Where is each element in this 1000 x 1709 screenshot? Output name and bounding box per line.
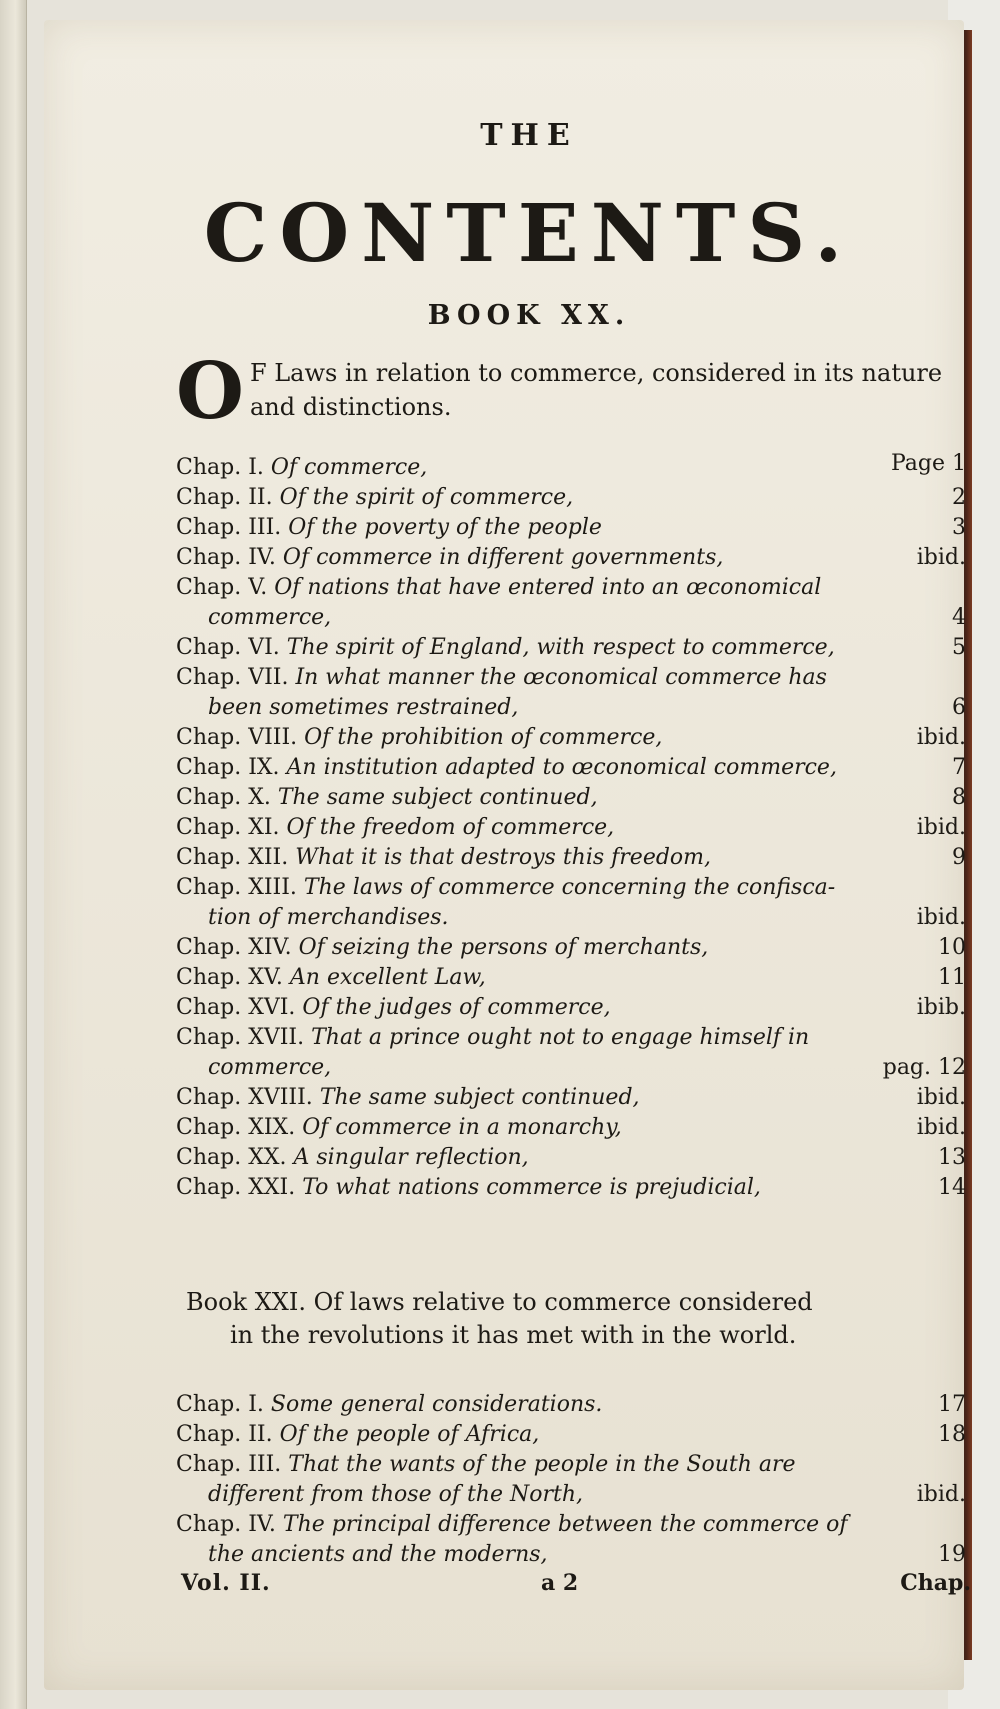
toc-entry-line	[176, 1143, 966, 1173]
page-number: 3	[952, 515, 966, 540]
page-number: 19	[938, 1542, 966, 1567]
chapter-number: Chap. XVIII.	[176, 1085, 313, 1110]
toc-entry-line	[176, 723, 966, 753]
toc-entry	[176, 963, 966, 993]
toc-entry	[176, 633, 966, 663]
toc-entry-line	[176, 993, 966, 1023]
toc-entry	[176, 1510, 966, 1570]
chapter-title: An institution adapted to œconomical commerce,	[286, 755, 837, 780]
chapter-number: Chap. III.	[176, 1452, 282, 1477]
page-title: CONTENTS.	[203, 186, 855, 280]
chapter-title-continued: the ancients and the moderns,	[208, 1542, 548, 1567]
chapter-title-continued: different from those of the North,	[208, 1482, 583, 1507]
book21-chapter-list	[176, 1390, 966, 1570]
catchword: Chap.	[900, 1570, 971, 1596]
toc-entry	[176, 453, 966, 483]
chapter-number: Chap. I.	[176, 455, 264, 480]
chapter-title: The spirit of England, with respect to commerce,	[286, 635, 835, 660]
page-number: 2	[952, 485, 966, 510]
toc-entry	[176, 723, 966, 753]
toc-entry-line	[176, 783, 966, 813]
toc-entry	[176, 1390, 966, 1420]
chapter-title: Some general considerations.	[270, 1392, 603, 1417]
chapter-number: Chap. XIII.	[176, 875, 297, 900]
chapter-number: Chap. XIX.	[176, 1115, 296, 1140]
toc-entry	[176, 1420, 966, 1450]
page-number: Page 1	[890, 451, 966, 476]
toc-entry-line	[176, 963, 966, 993]
chapter-title: The same subject continued,	[319, 1085, 640, 1110]
chapter-number: Chap. XXI.	[176, 1175, 296, 1200]
chapter-title: Of the poverty of the people	[288, 515, 602, 540]
chapter-title: An excellent Law,	[289, 965, 486, 990]
toc-entry-line	[176, 1113, 966, 1143]
toc-entry	[176, 513, 966, 543]
chapter-number: Chap. IX.	[176, 755, 280, 780]
toc-entry	[176, 783, 966, 813]
toc-entry	[176, 1143, 966, 1173]
page-number: 13	[938, 1145, 966, 1170]
toc-entry	[176, 543, 966, 573]
chapter-title-continued: commerce,	[208, 1055, 332, 1080]
page-number: 14	[938, 1175, 966, 1200]
chapter-title: To what nations commerce is prejudicial,	[302, 1175, 761, 1200]
toc-entry-line	[176, 483, 966, 513]
chapter-title: Of seizing the persons of merchants,	[298, 935, 709, 960]
toc-entry-line	[176, 1173, 966, 1203]
chapter-number: Chap. XV.	[176, 965, 283, 990]
book-intro	[176, 346, 966, 437]
toc-entry	[176, 993, 966, 1023]
page-number: ibid.	[916, 1115, 966, 1140]
chapter-number: Chap. II.	[176, 485, 273, 510]
chapter-title-continued: tion of merchandises.	[208, 905, 449, 930]
page-number: 6	[952, 695, 966, 720]
volume-label: Vol. II.	[181, 1570, 271, 1596]
chapter-title: Of the people of Africa,	[279, 1422, 540, 1447]
toc-entry-line	[176, 1510, 966, 1540]
header-the: THE	[480, 118, 578, 153]
toc-entry	[176, 1113, 966, 1143]
toc-entry	[176, 1173, 966, 1203]
chapter-title: Of the judges of commerce,	[302, 995, 611, 1020]
toc-entry	[176, 1083, 966, 1113]
page-number: 18	[938, 1422, 966, 1447]
page-number: 5	[952, 635, 966, 660]
page-number: 7	[952, 755, 966, 780]
toc-entry	[176, 933, 966, 963]
chapter-number: Chap. VIII.	[176, 725, 298, 750]
chapter-number: Chap. VII.	[176, 665, 289, 690]
page-number: 4	[952, 605, 966, 630]
toc-entry-line	[176, 1023, 966, 1053]
page-number: ibid.	[916, 815, 966, 840]
toc-entry-line	[176, 1390, 966, 1420]
chapter-number: Chap. IV.	[176, 1512, 276, 1537]
toc-entry	[176, 483, 966, 513]
toc-entry	[176, 1450, 966, 1510]
toc-entry-line	[176, 663, 966, 693]
page-number: pag. 12	[882, 1055, 966, 1080]
chapter-number: Chap. X.	[176, 785, 271, 810]
chapter-title-continued: commerce,	[208, 605, 332, 630]
toc-entry-line	[176, 543, 966, 573]
chapter-title: The principal difference between the commerce of	[282, 1512, 848, 1537]
toc-entry	[176, 873, 966, 933]
page-number: ibid.	[916, 545, 966, 570]
chapter-number: Chap. III.	[176, 515, 282, 540]
toc-entry-line	[176, 813, 966, 843]
chapter-title: That a prince ought not to engage himself in	[311, 1025, 810, 1050]
book21-heading	[186, 1286, 966, 1352]
book-heading: BOOK XX.	[427, 300, 631, 331]
chapter-title: The same subject continued,	[277, 785, 598, 810]
book20-chapter-list	[176, 453, 966, 1203]
chapter-number: Chap. I.	[176, 1392, 264, 1417]
chapter-title: That the wants of the people in the South are	[288, 1452, 796, 1477]
chapter-number: Chap. V.	[176, 575, 268, 600]
chapter-number: Chap. II.	[176, 1422, 273, 1447]
intro-text: F Laws in relation to commerce, considered in its nature and distinctions.	[249, 359, 943, 421]
page-number: 11	[938, 965, 966, 990]
chapter-title: Of commerce,	[270, 455, 428, 480]
book21-heading-line1: Book XXI. Of laws relative to commerce considered	[186, 1288, 813, 1316]
facing-page-edge	[0, 0, 27, 1709]
page-number: ibib.	[916, 995, 966, 1020]
toc-entry-line	[176, 873, 966, 903]
chapter-number: Chap. XX.	[176, 1145, 287, 1170]
chapter-title: Of the prohibition of commerce,	[304, 725, 663, 750]
page-footer	[181, 1570, 971, 1604]
chapter-number: Chap. XIV.	[176, 935, 292, 960]
book-page	[44, 20, 971, 1690]
toc-entry	[176, 663, 966, 723]
chapter-title-continued: been sometimes restrained,	[208, 695, 519, 720]
page-number: ibid.	[916, 1482, 966, 1507]
chapter-title: Of commerce in different governments,	[282, 545, 724, 570]
page-number: 17	[938, 1392, 966, 1417]
chapter-number: Chap. XII.	[176, 845, 289, 870]
toc-entry	[176, 753, 966, 783]
chapter-title: In what manner the œconomical commerce has	[295, 665, 827, 690]
drop-cap: O	[176, 346, 244, 437]
toc-entry-line	[176, 1083, 966, 1113]
page-number: 8	[952, 785, 966, 810]
page-number: ibid.	[916, 725, 966, 750]
toc-entry	[176, 843, 966, 873]
toc-entry-line	[176, 933, 966, 963]
chapter-title: What it is that destroys this freedom,	[295, 845, 712, 870]
chapter-title: Of the spirit of commerce,	[279, 485, 574, 510]
toc-entry-line	[176, 1420, 966, 1450]
chapter-number: Chap. IV.	[176, 545, 276, 570]
chapter-title: A singular reflection,	[293, 1145, 529, 1170]
toc-entry-line	[176, 753, 966, 783]
chapter-title: Of commerce in a monarchy,	[302, 1115, 622, 1140]
page-number: ibid.	[916, 905, 966, 930]
page-number: 10	[938, 935, 966, 960]
book21-heading-line2: in the revolutions it has met with in the world.	[230, 1321, 797, 1349]
chapter-title: Of the freedom of commerce,	[286, 815, 615, 840]
toc-entry-line	[176, 453, 966, 483]
signature-mark: a 2	[541, 1570, 579, 1596]
toc-entry-line	[176, 633, 966, 663]
page-number: ibid.	[916, 1085, 966, 1110]
toc-entry-line	[176, 513, 966, 543]
toc-entry	[176, 813, 966, 843]
toc-entry	[176, 573, 966, 633]
chapter-number: Chap. XI.	[176, 815, 280, 840]
chapter-title: Of nations that have entered into an œconomical	[274, 575, 822, 600]
toc-entry	[176, 1023, 966, 1083]
chapter-title: The laws of commerce concerning the confisca-	[303, 875, 836, 900]
toc-entry-line	[176, 573, 966, 603]
toc-entry-line	[176, 843, 966, 873]
toc-entry-line	[176, 1450, 966, 1480]
chapter-number: Chap. XVI.	[176, 995, 296, 1020]
page-number: 9	[952, 845, 966, 870]
chapter-number: Chap. VI.	[176, 635, 280, 660]
chapter-number: Chap. XVII.	[176, 1025, 305, 1050]
